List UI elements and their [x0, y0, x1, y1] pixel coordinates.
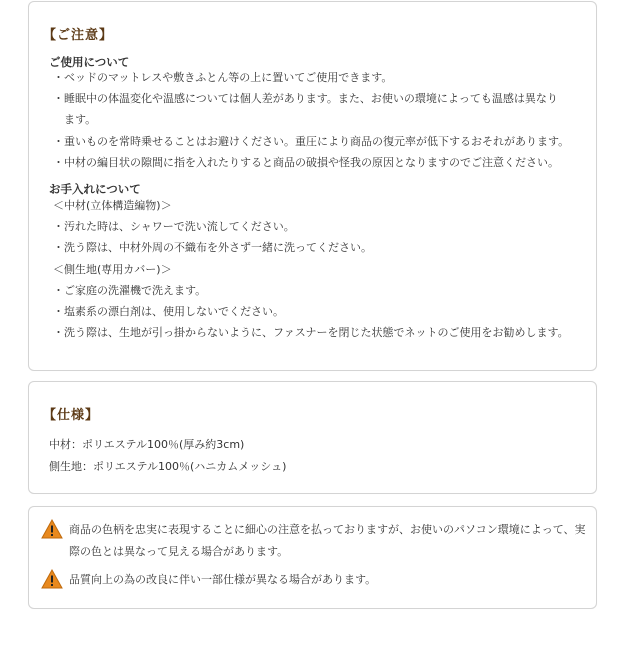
spec-line: 中材：ポリエステル100％(厚み約3cm) — [49, 438, 245, 451]
warning-text: 商品の色柄を忠実に表現することに細心の注意を払っておりますが、お使いのパソコン環境によって、実際の色とは異なって見える場合があります。 — [69, 523, 586, 558]
care-line: ・塩素系の漂白剤は、使用しないでください。 — [53, 305, 284, 318]
spec-line: 側生地：ポリエステル100％(ハニカムメッシュ) — [49, 460, 287, 473]
care-line: ・ご家庭の洗濯機で洗えます。 — [53, 284, 207, 297]
usage-title: ご使用について — [49, 55, 130, 69]
care-line: ＜側生地(専用カバー)＞ — [53, 263, 172, 276]
usage-line: ・ベッドのマットレスや敷きふとん等の上に置いてご使用できます。 — [53, 71, 393, 84]
warning-text: 品質向上の為の改良に伴い一部仕様が異なる場合があります。 — [69, 573, 377, 586]
warnings-panel — [28, 506, 597, 609]
care-line: ・洗う際は、中材外周の不織布を外さず一緒に洗ってください。 — [53, 241, 372, 254]
care-line: ・洗う際は、生地が引っ掛からないように、ファスナーを閉じた状態でネットのご使用をお勧めします。 — [53, 326, 569, 339]
notes-panel — [28, 1, 597, 371]
usage-line: ・重いものを常時乗せることはお避けください。重圧により商品の復元率が低下するおそれがあります。 — [53, 135, 570, 148]
spec-panel — [28, 381, 597, 494]
usage-line: ・睡眠中の体温変化や温感については個人差があります。また、お使いの環境によっても温感は異なり — [53, 92, 558, 105]
care-line: ＜中材(立体構造編物)＞ — [53, 199, 172, 212]
usage-line: ます。 — [53, 113, 97, 126]
spec-heading: 【仕様】 — [43, 408, 100, 423]
warning-triangle-icon — [41, 519, 63, 539]
notes-heading: 【ご注意】 — [43, 28, 114, 43]
care-title: お手入れについて — [49, 182, 141, 196]
warning-triangle-icon — [41, 569, 63, 589]
care-line: ・汚れた時は、シャワーで洗い流してください。 — [53, 220, 295, 233]
usage-line: ・中材の編目状の隙間に指を入れたりすると商品の破損や怪我の原因となりますのでご注意ください。 — [53, 156, 559, 169]
